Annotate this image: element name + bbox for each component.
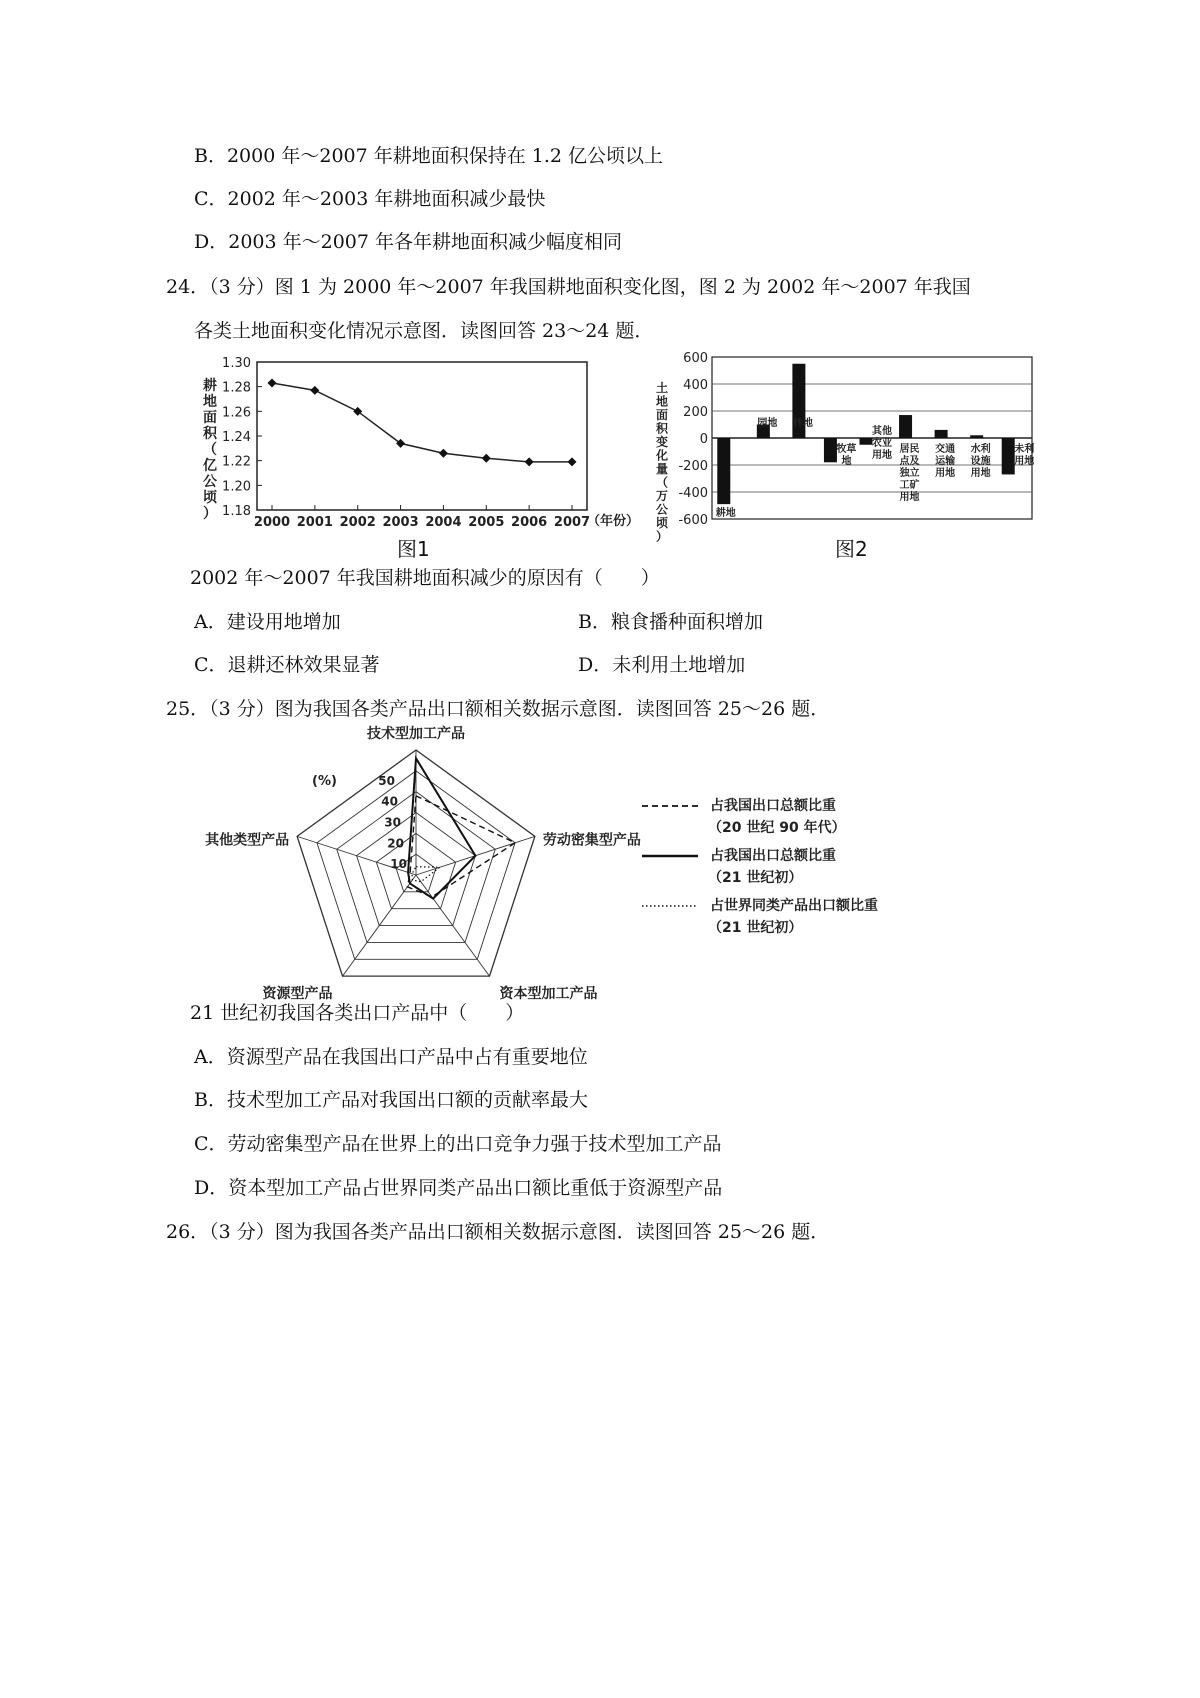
fig1-ylabel-char: 积 [203, 426, 217, 442]
fig2-bar [824, 438, 837, 462]
fig1-ylabel-char: 顷 [203, 490, 217, 506]
fig2-category-label: 用地 [872, 450, 892, 461]
fig2-category-label: 运输 [935, 456, 956, 467]
fig2-ytick-label: -600 [678, 513, 708, 528]
fig1-ytick-label: 1.28 [222, 380, 251, 396]
fig2-ytick-label: -400 [678, 486, 708, 501]
fig1-data-point [568, 457, 577, 466]
fig1-ytick-label: 1.30 [222, 356, 251, 371]
fig2-ytick-label: -200 [678, 459, 708, 474]
q24-stem-line2: 各类土地面积变化情况示意图．读图回答 23～24 题． [194, 320, 654, 342]
q24-option-a: A．建设用地增加 [194, 611, 341, 633]
fig1-data-point [482, 454, 491, 463]
fig2-bar-chart [650, 351, 1045, 544]
fig1-xtick-label: 2007 [553, 515, 591, 530]
q25-option-d: D．资本型加工产品占世界同类产品出口额比重低于资源型产品 [194, 1177, 723, 1199]
fig2-ylabel-char: 积 [656, 421, 669, 436]
fig1-xtick-label: 2000 [253, 515, 291, 530]
radar-rtick-label: 30 [384, 815, 401, 830]
fig2-ylabel-char: 万 [656, 489, 669, 503]
fig2-category-label: 园地 [757, 418, 778, 429]
fig2-category-label: 用地 [1014, 456, 1035, 467]
q23-option-b: B．2000 年～2007 年耕地面积保持在 1.2 亿公顷以上 [194, 145, 664, 167]
fig1-ylabel-char: （ [203, 442, 217, 458]
fig2-ylabel-char: 地 [656, 394, 669, 409]
fig1-ylabel [203, 377, 218, 522]
fig1-ylabel-char: 地 [203, 394, 217, 410]
fig2-category-label: 林地 [792, 418, 813, 429]
fig2-ytick-label: 200 [683, 405, 708, 420]
radar-rtick-label: 50 [378, 773, 395, 788]
fig2-category-label: 用地 [935, 468, 956, 479]
radar-axis-label: 其他类型产品 [205, 832, 290, 849]
fig2-ylabel-char: 土 [656, 381, 669, 395]
radar-legend-label: 占我国出口总额比重 [710, 798, 836, 814]
fig1-xtick-label: 2005 [468, 515, 505, 530]
fig1-ylabel-char: 面 [203, 410, 217, 426]
fig2-category-label: 水利 [970, 444, 991, 455]
q24-question: 2002 年～2007 年我国耕地面积减少的原因有（ ） [190, 567, 660, 589]
fig1-ytick-label: 1.24 [222, 430, 251, 445]
fig2-bar [899, 415, 912, 438]
fig1-data-point [439, 449, 448, 458]
fig2-ytick-label: 0 [699, 432, 708, 447]
radar-axis-label: 资源型产品 [262, 986, 333, 1003]
fig2-category-label: 点及 [899, 456, 920, 467]
fig1-data-point [525, 457, 534, 466]
radar-legend-label: 占世界同类产品出口额比重 [710, 898, 878, 914]
fig2-bar [860, 438, 873, 445]
radar-legend-sublabel: （21 世纪初） [708, 870, 803, 886]
fig1-plot-area [257, 362, 587, 510]
fig2-category-label: 居民 [899, 444, 920, 455]
q23-option-d: D．2003 年～2007 年各年耕地面积减少幅度相同 [194, 231, 623, 253]
fig2-ytick-label: 400 [683, 378, 708, 393]
fig2-category-label: 牧草 [836, 444, 857, 455]
radar-axis-label: 资本型加工产品 [499, 986, 598, 1003]
fig1-ylabel-char: 公 [203, 474, 217, 490]
fig2-bar [717, 438, 730, 504]
q23-option-c: C．2002 年～2003 年耕地面积减少最快 [194, 188, 546, 210]
fig2-category-label: 耕地 [715, 508, 736, 519]
fig1-label: 图1 [397, 537, 430, 561]
q24-option-c: C．退耕还林效果显著 [194, 654, 380, 676]
fig1-ytick-label: 1.18 [222, 504, 251, 519]
fig1-xlabel: （年份） [587, 514, 640, 529]
q24-stem-line1: 24．（3 分）图 1 为 2000 年～2007 年我国耕地面积变化图，图 2 为 2002 年～2007 年我国 [166, 276, 971, 298]
fig2-ylabel-char: 公 [656, 502, 669, 517]
q24-option-d: D．未利用土地增加 [578, 654, 746, 676]
fig2-category-label: 独立 [899, 468, 920, 479]
radar-legend-sublabel: （20 世纪 90 年代） [708, 820, 846, 836]
fig1-xtick-label: 2002 [339, 515, 376, 530]
radar-unit-label: (%) [312, 774, 337, 789]
fig2-ylabel-char: 量 [656, 462, 669, 476]
radar-legend-sublabel: （21 世纪初） [708, 920, 803, 936]
fig1-series-line [272, 383, 572, 462]
fig2-bar [970, 435, 983, 438]
q25-option-a: A．资源型产品在我国出口产品中占有重要地位 [194, 1046, 588, 1068]
fig2-ylabel-char: 顷 [656, 516, 669, 530]
radar-axis-label: 技术型加工产品 [367, 726, 465, 742]
q24-option-b: B．粮食播种面积增加 [578, 611, 763, 633]
q25-stem: 25．（3 分）图为我国各类产品出口额相关数据示意图．读图回答 25～26 题． [166, 698, 830, 720]
fig2-ylabel-char: 变 [656, 435, 669, 449]
radar-rtick-label: 20 [387, 836, 404, 851]
radar-axis-label: 劳动密集型产品 [542, 832, 641, 849]
q25-question: 21 世纪初我国各类出口产品中（ ） [190, 1002, 525, 1024]
radar-rtick-label: 40 [381, 794, 398, 809]
fig1-data-point [310, 386, 319, 395]
fig2-category-label: 设施 [970, 456, 991, 467]
q26-stem: 26．（3 分）图为我国各类产品出口额相关数据示意图．读图回答 25～26 题． [166, 1221, 830, 1243]
fig2-ylabel-char: ） [656, 529, 669, 544]
fig2-ylabel-char: （ [656, 475, 669, 490]
fig2-category-label: 农业 [872, 438, 892, 449]
fig2-label: 图2 [835, 537, 868, 561]
fig2-category-label: 其他 [872, 426, 892, 437]
radar-rtick-label: 10 [390, 857, 407, 872]
fig1-xtick-label: 2003 [382, 515, 419, 530]
fig2-ylabel-char: 化 [656, 448, 669, 463]
fig1-ytick-label: 1.22 [222, 454, 251, 470]
fig1-ylabel-char: ） [203, 506, 217, 522]
fig1-xtick-label: 2001 [296, 515, 333, 530]
q25-option-b: B．技术型加工产品对我国出口额的贡献率最大 [194, 1089, 588, 1111]
radar-legend-label: 占我国出口总额比重 [710, 848, 836, 864]
fig1-line-chart [185, 350, 650, 530]
fig1-ytick-label: 1.26 [222, 405, 251, 421]
fig1-xtick-label: 2004 [425, 515, 462, 530]
fig2-bar [1002, 438, 1015, 474]
fig2-category-label: 用地 [899, 492, 920, 503]
fig1-ylabel-char: 耕 [203, 378, 217, 394]
fig3-radar-chart [180, 726, 940, 1003]
fig1-xtick-label: 2006 [511, 515, 548, 530]
fig2-bar [935, 430, 948, 438]
q25-option-c: C．劳动密集型产品在世界上的出口竞争力强于技术型加工产品 [194, 1133, 722, 1155]
fig2-category-label: 地 [841, 456, 852, 467]
fig1-ylabel-char: 亿 [203, 458, 217, 474]
fig2-category-label: 交通 [935, 444, 956, 455]
fig2-category-label: 未利 [1014, 444, 1035, 455]
fig2-category-label: 工矿 [899, 480, 920, 491]
fig2-ytick-label: 600 [683, 351, 708, 366]
fig2-category-label: 用地 [970, 468, 991, 479]
fig2-ylabel-char: 面 [656, 408, 669, 422]
fig1-ytick-label: 1.20 [222, 479, 251, 495]
fig1-data-point [268, 378, 277, 387]
